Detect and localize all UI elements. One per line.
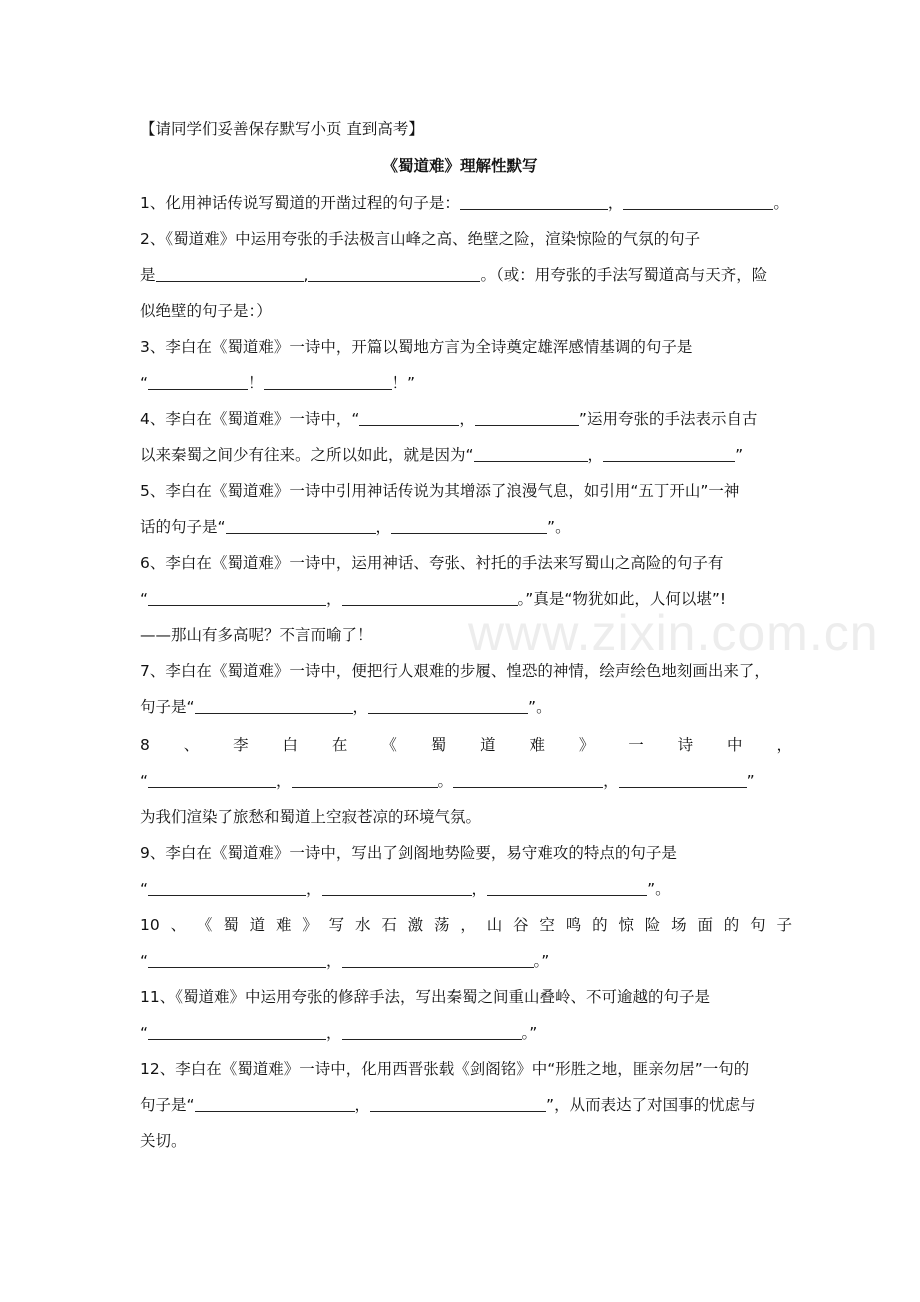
q8-char: ， [776, 736, 792, 754]
answer-blank[interactable] [342, 951, 534, 968]
q10-char: 山 [486, 916, 503, 934]
answer-blank[interactable] [195, 697, 353, 714]
q8-char: 、 [183, 736, 200, 754]
answer-blank[interactable] [264, 373, 392, 390]
q10-char: 、 [170, 916, 187, 934]
punctuation: ” [746, 772, 755, 790]
punctuation: “ [140, 880, 149, 898]
answer-blank[interactable] [619, 771, 747, 788]
answer-blank[interactable] [475, 409, 579, 426]
q8-char: 难 [529, 736, 545, 754]
question-text: 句子是“ [140, 1096, 195, 1114]
question-2: 2、《蜀道难》中运用夸张的手法极言山峰之高、绝壁之险，渲染惊险的气氛的句子 [140, 230, 701, 248]
answer-blank[interactable] [474, 445, 588, 462]
punctuation: ， [375, 518, 392, 536]
question-7: 7、李白在《蜀道难》一诗中，便把行人艰难的步履、惶恐的神情，绘声绘色地刻画出来了， [140, 662, 770, 680]
question-text: 4、李白在《蜀道难》一诗中，“ [140, 410, 360, 428]
punctuation: 。” [533, 952, 550, 970]
punctuation: , [303, 266, 309, 284]
punctuation: ， [352, 698, 369, 716]
question-text: ”运用夸张的手法表示自古 [578, 410, 758, 428]
answer-blank[interactable] [148, 1023, 326, 1040]
question-12: 12、李白在《蜀道难》一诗中，化用西晋张载《剑阁铭》中“形胜之地，匪亲勿居”一句的 [140, 1060, 750, 1078]
q10-char: 面 [697, 916, 713, 934]
punctuation: ， [326, 590, 342, 608]
q10-char: 险 [644, 916, 661, 934]
answer-blank[interactable] [370, 1095, 546, 1112]
answer-blank[interactable] [359, 409, 459, 426]
punctuation: ， [459, 410, 475, 428]
answer-blank[interactable] [487, 879, 647, 896]
answer-blank[interactable] [342, 1023, 522, 1040]
page-title: 《蜀道难》理解性默写 [382, 157, 538, 175]
question-3-cont [140, 372, 792, 394]
header-note: 【请同学们妥善保存默写小页 直到高考】 [140, 120, 424, 138]
q10-char: 激 [407, 916, 424, 934]
answer-blank[interactable] [322, 879, 472, 896]
q8-char: 《 [381, 736, 397, 754]
question-2-cont: 似绝壁的句子是：） [140, 302, 272, 320]
answer-blank[interactable] [623, 193, 773, 210]
answer-blank[interactable] [148, 879, 306, 896]
question-10-cont [140, 950, 792, 972]
punctuation: ， [354, 1096, 371, 1114]
question-text: 以来秦蜀之间少有往来。之所以如此，就是因为“ [140, 446, 474, 464]
punctuation: 。” [521, 1024, 538, 1042]
question-text: ”，从而表达了对国事的忧虑与 [546, 1096, 756, 1114]
q10-char: 《 [196, 916, 213, 934]
punctuation: ， [607, 194, 624, 212]
punctuation: ” [735, 446, 744, 464]
question-4-cont [140, 444, 792, 466]
q10-char: 难 [275, 916, 292, 934]
watermark: www.zixin.com.cn [468, 605, 879, 661]
q10-char: 荡 [434, 916, 450, 934]
q8-char: 一 [628, 736, 644, 754]
question-8 [140, 734, 792, 756]
question-4 [140, 408, 792, 430]
punctuation: “ [140, 590, 149, 608]
question-8-cont [140, 770, 792, 792]
answer-blank[interactable] [603, 445, 735, 462]
punctuation: ！” [391, 374, 416, 392]
answer-blank[interactable] [391, 517, 547, 534]
answer-blank[interactable] [148, 373, 248, 390]
answer-blank[interactable] [368, 697, 528, 714]
punctuation: ”。 [647, 880, 671, 898]
q10-char: 句 [750, 916, 766, 934]
q10-char: 石 [381, 916, 397, 934]
answer-blank[interactable] [226, 517, 376, 534]
punctuation: “ [140, 374, 149, 392]
answer-blank[interactable] [156, 265, 304, 282]
punctuation: ， [603, 772, 619, 790]
question-6: 6、李白在《蜀道难》一诗中，运用神话、夸张、衬托的手法来写蜀山之高险的句子有 [140, 554, 724, 572]
q10-char: 子 [776, 916, 792, 934]
question-1 [140, 192, 792, 214]
question-12-cont [140, 1094, 792, 1116]
q10-char: 鸣 [565, 916, 582, 934]
q10-char: ， [460, 916, 476, 934]
q8-char: 中 [727, 736, 743, 754]
punctuation: ， [587, 446, 604, 464]
punctuation: “ [140, 1024, 149, 1042]
question-3: 3、李白在《蜀道难》一诗中，开篇以蜀地方言为全诗奠定雄浑感情基调的句子是 [140, 338, 693, 356]
question-7-cont [140, 696, 792, 718]
answer-blank[interactable] [195, 1095, 355, 1112]
q8-char: 道 [480, 736, 496, 754]
q10-char: 空 [539, 916, 555, 934]
q10-char: 惊 [618, 916, 634, 934]
punctuation: ！ [248, 374, 264, 392]
q10-char: 的 [592, 916, 608, 934]
question-11: 11、《蜀道难》中运用夸张的修辞手法，写出秦蜀之间重山叠岭、不可逾越的句子是 [140, 988, 710, 1006]
question-11-cont [140, 1022, 792, 1044]
punctuation: ， [471, 880, 488, 898]
punctuation: “ [140, 772, 149, 790]
q8-char: 白 [282, 736, 299, 754]
answer-blank[interactable] [453, 771, 603, 788]
q8-char: 蜀 [430, 736, 447, 754]
answer-blank[interactable] [148, 771, 276, 788]
question-10 [140, 914, 792, 936]
punctuation: “ [140, 952, 149, 970]
answer-blank[interactable] [460, 193, 608, 210]
question-5-cont [140, 516, 792, 538]
punctuation: ， [326, 952, 342, 970]
q8-char: 诗 [677, 736, 694, 754]
question-2-cont [140, 264, 792, 286]
q10-char: 的 [723, 916, 740, 934]
question-text: 话的句子是“ [140, 518, 226, 536]
punctuation: ， [326, 1024, 342, 1042]
q8-char: 》 [578, 736, 595, 754]
punctuation: ， [276, 772, 292, 790]
question-9: 9、李白在《蜀道难》一诗中，写出了剑阁地势险要，易守难攻的特点的句子是 [140, 844, 677, 862]
question-9-cont [140, 878, 792, 900]
answer-blank[interactable] [148, 589, 326, 606]
q8-char: 8 [140, 736, 150, 754]
question-6-cont: ——那山有多高呢？不言而喻了！ [140, 626, 373, 644]
q10-char: 》 [302, 916, 318, 934]
punctuation: ”。 [528, 698, 552, 716]
question-8-cont: 为我们渲染了旅愁和蜀道上空寂苍凉的环境气氛。 [140, 808, 482, 826]
q10-char: 写 [328, 916, 345, 934]
question-text: 。（或：用夸张的手法写蜀道高与天齐，险 [480, 266, 768, 284]
answer-blank[interactable] [148, 951, 326, 968]
answer-blank[interactable] [308, 265, 480, 282]
q10-char: 谷 [513, 916, 529, 934]
answer-blank[interactable] [292, 771, 438, 788]
q10-char: 10 [140, 916, 160, 934]
question-12-cont: 关切。 [140, 1132, 187, 1150]
q10-char: 水 [354, 916, 371, 934]
punctuation: ， [306, 880, 322, 898]
q8-char: 在 [331, 736, 348, 754]
punctuation: ”。 [547, 518, 571, 536]
question-text: 是 [140, 266, 156, 284]
q10-char: 道 [249, 916, 266, 934]
question-text: 。”真是“物犹如此，人何以堪”! [517, 590, 727, 608]
question-text: 句子是“ [140, 698, 195, 716]
q10-char: 蜀 [223, 916, 239, 934]
q10-char: 场 [671, 916, 687, 934]
punctuation: 。 [773, 194, 789, 212]
punctuation: 。 [437, 772, 454, 790]
question-text: 1、化用神话传说写蜀道的开凿过程的句子是： [140, 194, 460, 212]
q8-char: 李 [233, 736, 249, 754]
question-5: 5、李白在《蜀道难》一诗中引用神话传说为其增添了浪漫气息，如引用“五丁开山”一神 [140, 482, 740, 500]
